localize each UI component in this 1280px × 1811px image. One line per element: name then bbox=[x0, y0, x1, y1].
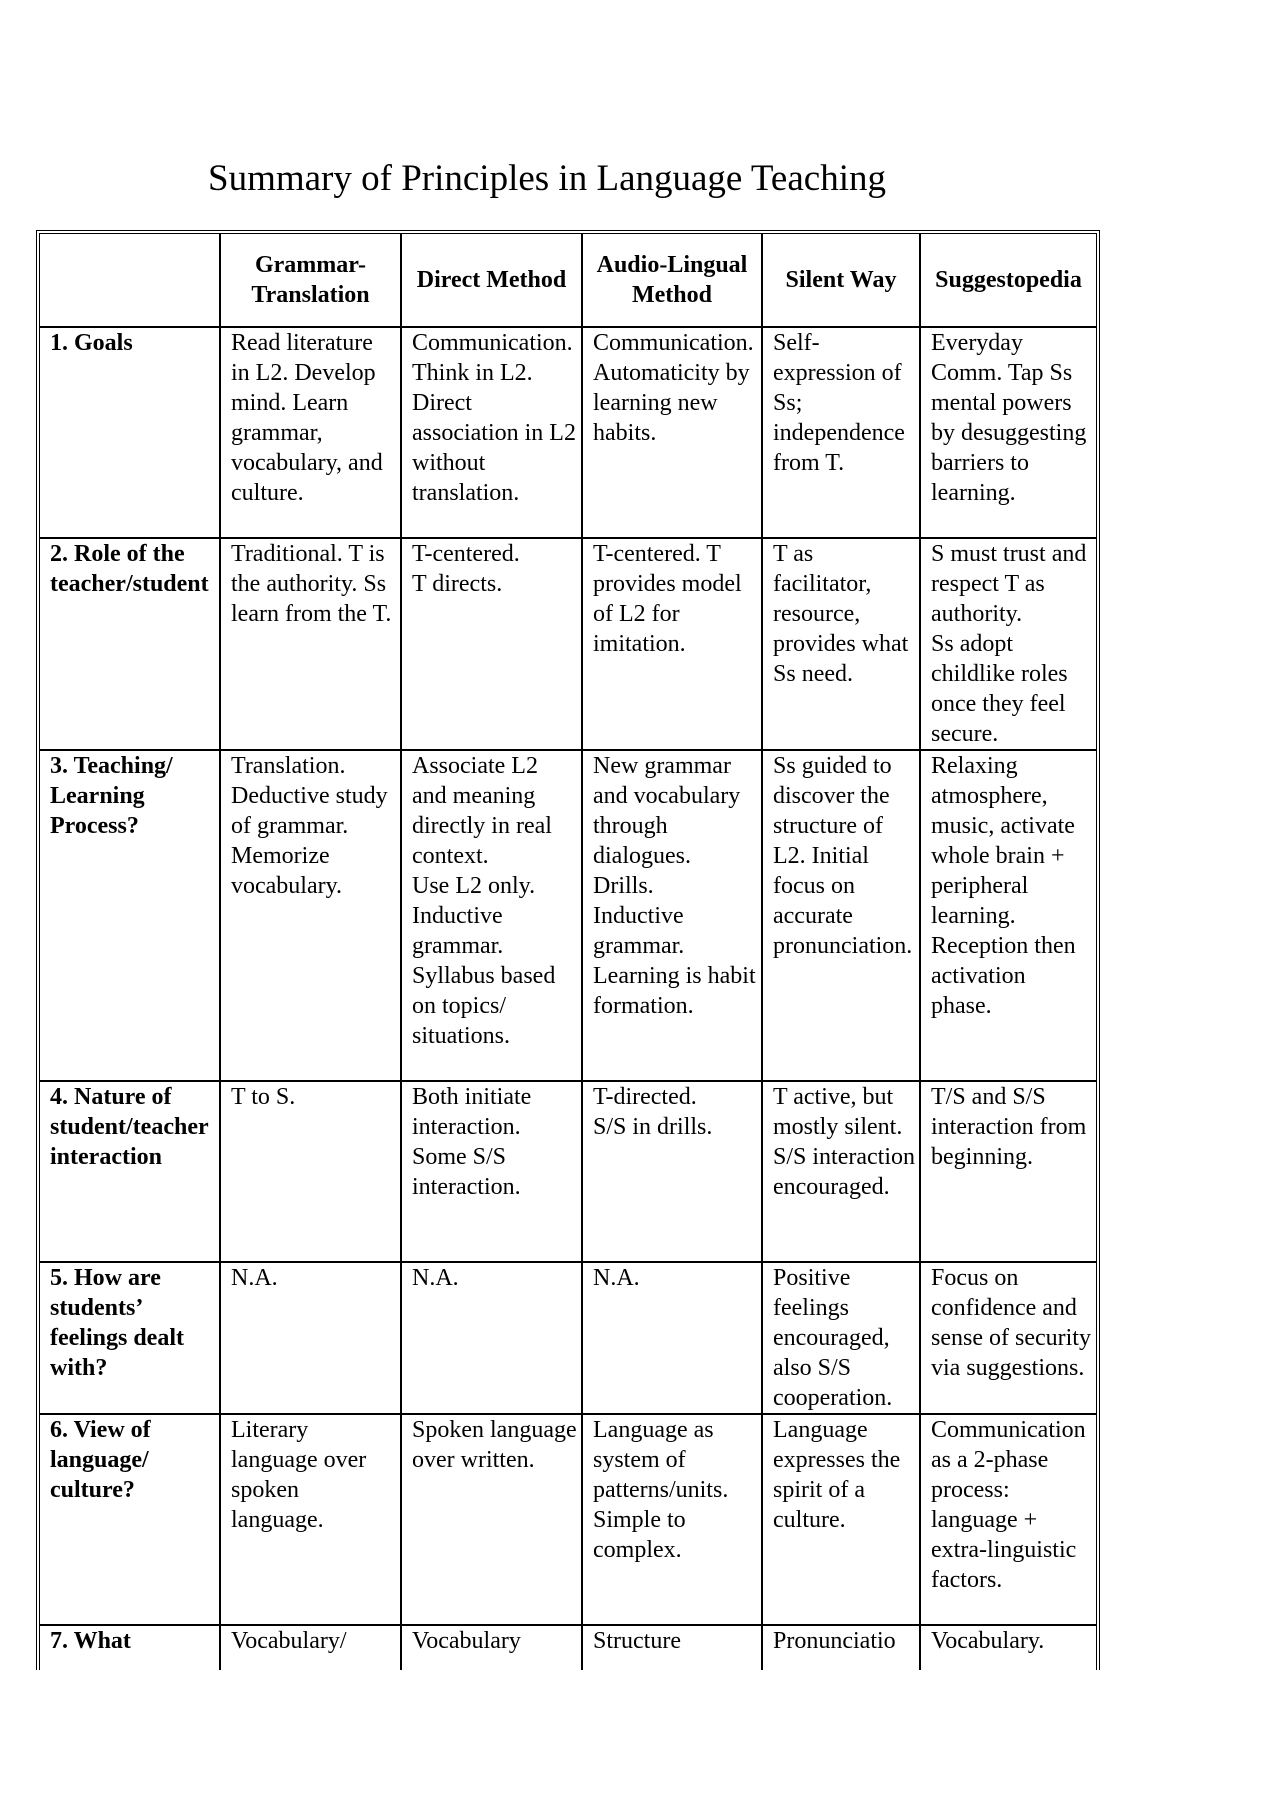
table-cell: Everyday Comm. Tap Ss mental powers by desuggesting barriers to learning. bbox=[920, 327, 1096, 538]
row-header-role: 2. Role of the teacher/student bbox=[40, 538, 220, 750]
table-row bbox=[40, 538, 1096, 750]
table-row bbox=[40, 750, 1096, 1081]
table-cell: Read literature in L2. Develop mind. Learn grammar, vocabulary, and culture. bbox=[220, 327, 401, 538]
table-cell: Communication. Automaticity by learning new habits. bbox=[582, 327, 762, 538]
table-cell: Associate L2 and meaning directly in real context. Use L2 only. Inductive grammar. Syllabus based on topics/ situations. bbox=[401, 750, 582, 1081]
column-header-audio-lingual-method: Audio-Lingual Method bbox=[582, 234, 762, 327]
column-header-direct-method: Direct Method bbox=[401, 234, 582, 327]
table-cell: Communication as a 2-phase process: language + extra-linguistic factors. bbox=[920, 1414, 1096, 1625]
table-cell: N.A. bbox=[401, 1262, 582, 1414]
table-cell: Positive feelings encouraged, also S/S cooperation. bbox=[762, 1262, 920, 1414]
row-header-interaction: 4. Nature of student/teacher interaction bbox=[40, 1081, 220, 1262]
table-cell: T-centered. T directs. bbox=[401, 538, 582, 750]
table-cell: Both initiate interaction. Some S/S interaction. bbox=[401, 1081, 582, 1262]
table-cell: Vocabulary bbox=[401, 1625, 582, 1670]
table-cell: N.A. bbox=[220, 1262, 401, 1414]
table-cell: Communication. Think in L2. Direct association in L2 without translation. bbox=[401, 327, 582, 538]
table-cell: T-directed. S/S in drills. bbox=[582, 1081, 762, 1262]
row-header-feelings: 5. How are students’ feelings dealt with? bbox=[40, 1262, 220, 1414]
table-cell: Pronunciatio bbox=[762, 1625, 920, 1670]
row-header-what: 7. What bbox=[40, 1625, 220, 1670]
table-cell: N.A. bbox=[582, 1262, 762, 1414]
table-cell: Structure bbox=[582, 1625, 762, 1670]
table-cell: Language expresses the spirit of a culture. bbox=[762, 1414, 920, 1625]
table-cell: Ss guided to discover the structure of L2. Initial focus on accurate pronunciation. bbox=[762, 750, 920, 1081]
table-cell: Self-expression of Ss; independence from T. bbox=[762, 327, 920, 538]
table-row bbox=[40, 1262, 1096, 1414]
table-cell: Vocabulary. bbox=[931, 1628, 1045, 1654]
table-cell: T active, but mostly silent. S/S interaction encouraged. bbox=[762, 1081, 920, 1262]
table-row bbox=[40, 1081, 1096, 1262]
column-header-silent-way: Silent Way bbox=[762, 234, 920, 327]
principles-table bbox=[36, 230, 1100, 1670]
table-cell: New grammar and vocabulary through dialogues. Drills. Inductive grammar. Learning is habit formation. bbox=[582, 750, 762, 1081]
row-header-goals: 1. Goals bbox=[40, 327, 220, 538]
table-cell: S must trust and respect T as authority. Ss adopt childlike roles once they feel secure. bbox=[920, 538, 1096, 750]
table-row bbox=[40, 1414, 1096, 1625]
column-header-suggestopedia: Suggestopedia bbox=[920, 234, 1096, 327]
table-cell: Traditional. T is the authority. Ss learn from the T. bbox=[220, 538, 401, 750]
table-row bbox=[40, 327, 1096, 538]
table-cell: T/S and S/S interaction from beginning. bbox=[920, 1081, 1096, 1262]
table-cell: Relaxing atmosphere, music, activate whole brain + peripheral learning. Reception then activation phase. bbox=[920, 750, 1096, 1081]
table-cell: T as facilitator, resource, provides what Ss need. bbox=[762, 538, 920, 750]
table-row bbox=[40, 1625, 1096, 1670]
column-header-grammar-translation: Grammar-Translation bbox=[220, 234, 401, 327]
row-header-culture: 6. View of language/ culture? bbox=[40, 1414, 220, 1625]
table-cell: Literary language over spoken language. bbox=[220, 1414, 401, 1625]
table-cell: Vocabulary/ bbox=[220, 1625, 401, 1670]
header-row bbox=[40, 234, 1096, 327]
table-cell: T-centered. T provides model of L2 for imitation. bbox=[582, 538, 762, 750]
table-cell: Spoken language over written. bbox=[401, 1414, 582, 1625]
page-title: Summary of Principles in Language Teaching bbox=[208, 158, 886, 199]
row-header-process: 3. Teaching/ Learning Process? bbox=[40, 750, 220, 1081]
table-cell: Focus on confidence and sense of security via suggestions. bbox=[920, 1262, 1096, 1414]
table-cell: Translation. Deductive study of grammar. Memorize vocabulary. bbox=[220, 750, 401, 1081]
header-corner-cell bbox=[40, 234, 220, 327]
table-cell: T to S. bbox=[220, 1081, 401, 1262]
table-cell: Language as system of patterns/units. Simple to complex. bbox=[582, 1414, 762, 1625]
